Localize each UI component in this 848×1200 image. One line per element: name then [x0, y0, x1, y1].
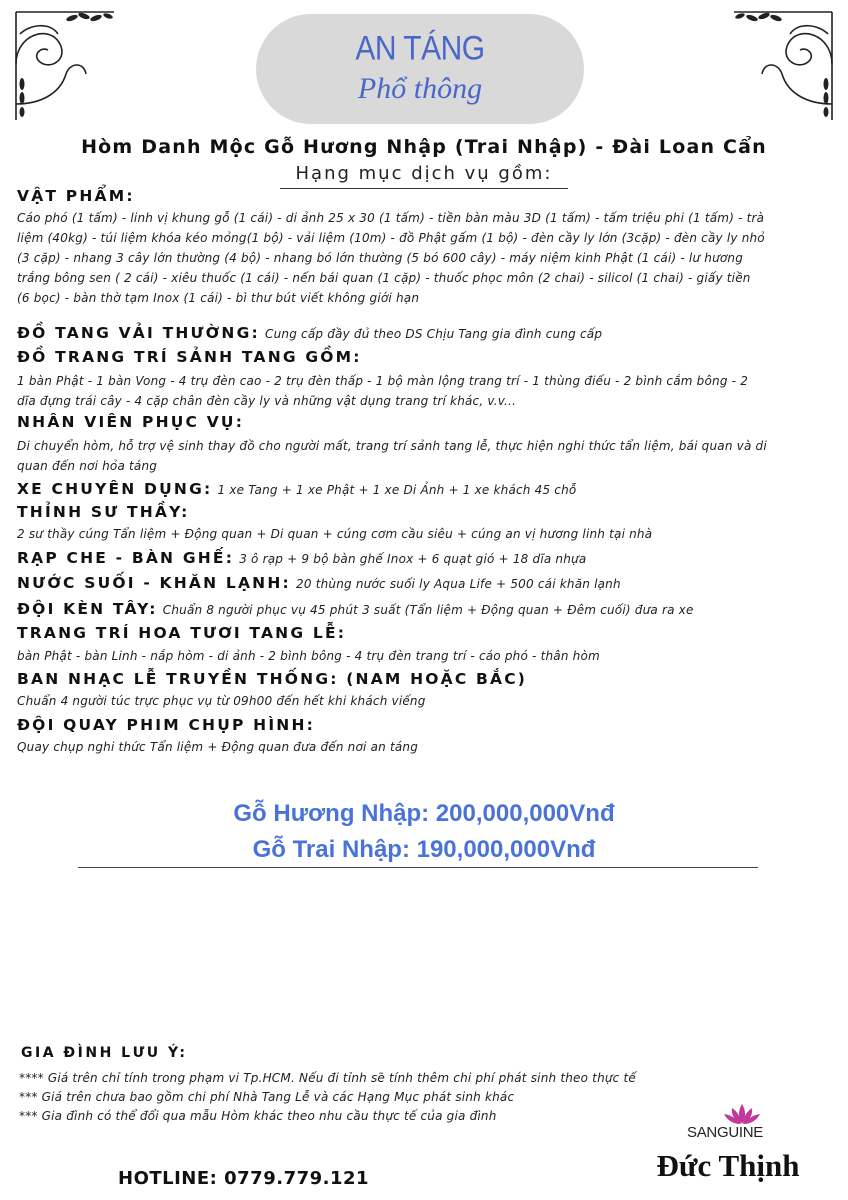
price-huong: Gỗ Hương Nhập: 200,000,000Vnđ — [233, 800, 615, 827]
page-title: AN TÁNG — [355, 29, 485, 68]
section-heading: XE CHUYÊN DỤNG: — [17, 480, 213, 498]
hotline: HOTLINE: 0779.779.121 — [118, 1168, 370, 1189]
text-line: (6 bọc) - bàn thờ tạm Inox (1 cái) - bì thư bút viết không giới hạn — [17, 291, 420, 305]
text-line: (3 cặp) - nhang 3 cây lớn thường (4 bộ) - nhang bó lớn thường (5 bó 600 cây) - máy niệm kinh Phật (1 cái) - lư hương — [17, 251, 744, 265]
brand-name: Đức Thịnh — [656, 1148, 800, 1183]
section-heading: ĐỒ TANG VẢI THƯỜNG: — [17, 324, 260, 342]
services-intro: Hạng mục dịch vụ gồm: — [295, 163, 553, 184]
section-heading: ĐỘI KÈN TÂY: — [17, 600, 158, 618]
page-subtitle: Phổ thông — [357, 72, 483, 105]
product-name: Hòm Danh Mộc Gỗ Hương Nhập (Trai Nhập) - Đài Loan Cẩn — [81, 136, 767, 158]
note-line: *** Gia đình có thể đổi qua mẫu Hòm khác theo nhu cầu thực tế của gia đình — [19, 1109, 497, 1123]
section-text: Chuẩn 8 người phục vụ 45 phút 3 suất (Tẩn liệm + Động quan + Đêm cuối) đưa ra xe — [162, 603, 694, 617]
brand-logo: SANGUINE — [687, 1124, 763, 1141]
section-text — [17, 371, 837, 411]
text-line: trắng bông sen ( 2 cái) - xiêu thuốc (1 cái) - nến bái quan (1 cặp) - thuốc phọc môn (2 chai) - silicol (1 chai) - giấy tiền — [17, 271, 751, 285]
section-text: 20 thùng nước suối ly Aqua Life + 500 cái khăn lạnh — [296, 577, 621, 591]
section-row — [17, 479, 576, 498]
intro-underline — [280, 188, 568, 189]
text-line: dĩa đựng trái cây - 4 cặp chân đèn cầy ly và những vật dụng trang trí khác, v.v... — [17, 394, 517, 408]
text-line: 1 bàn Phật - 1 bàn Vong - 4 trụ đèn cao - 2 trụ đèn thấp - 1 bộ màn lộng trang trí - 1 thùng điếu - 2 bình cắm bông - 2 — [17, 374, 749, 388]
section-heading: TRANG TRÍ HOA TƯƠI TANG LỄ: — [17, 624, 347, 642]
text-line: liệm (40kg) - túi liệm khóa kéo mỏng(1 bộ) - vải liệm (10m) - đồ Phật gấm (1 bộ) - đèn cầy ly lớn (3cặp) - đèn cầy ly nhỏ — [17, 231, 765, 245]
section-text: Chuẩn 4 người túc trực phục vụ từ 09h00 đến hết khi khách viếng — [17, 694, 426, 708]
section-heading: RẠP CHE - BÀN GHẾ: — [17, 549, 235, 567]
section-heading: ĐỒ TRANG TRÍ SẢNH TANG GỒM: — [17, 348, 362, 366]
notes-heading: GIA ĐÌNH LƯU Ý: — [21, 1045, 188, 1061]
section-row — [17, 573, 621, 592]
section-text: 3 ô rạp + 9 bộ bàn ghế Inox + 6 quạt gió + 18 dĩa nhựa — [239, 552, 587, 566]
section-row — [17, 599, 694, 618]
text-line: Di chuyển hòm, hỗ trợ vệ sinh thay đồ cho người mất, trang trí sảnh tang lễ, thực hiện nghi thức tẩn liệm, bái quan và di — [17, 439, 767, 453]
section-row — [17, 548, 586, 567]
note-line: **** Giá trên chỉ tính trong phạm vi Tp.HCM. Nếu đi tỉnh sẽ tính thêm chi phí phát sinh theo thực tế — [19, 1071, 636, 1085]
section-heading: VẬT PHẨM: — [17, 187, 135, 205]
section-text: 2 sư thầy cúng Tẩn liệm + Động quan + Di quan + cúng cơm cầu siêu + cúng an vị hương linh tại nhà — [17, 527, 653, 541]
section-text: bàn Phật - bàn Linh - nắp hòm - di ảnh - 2 bình bông - 4 trụ đèn trang trí - cáo phó - thân hòm — [17, 649, 600, 663]
section-text: Quay chụp nghi thức Tẩn liệm + Động quan đưa đến nơi an táng — [17, 740, 419, 754]
section-heading: ĐỘI QUAY PHIM CHỤP HÌNH: — [17, 716, 316, 734]
section-heading: THỈNH SƯ THẦY: — [17, 503, 190, 521]
ornament-corner-icon — [728, 4, 838, 124]
lotus-logo-icon — [722, 1102, 762, 1126]
section-heading: NHÂN VIÊN PHỤC VỤ: — [17, 413, 245, 431]
section-text: Cung cấp đầy đủ theo DS Chịu Tang gia đình cung cấp — [265, 327, 603, 341]
section-heading: BAN NHẠC LỄ TRUYỀN THỐNG: (NAM HOẶC BẮC) — [17, 670, 528, 688]
section-heading: NƯỚC SUỐI - KHĂN LẠNH: — [17, 574, 291, 592]
price-divider — [78, 867, 758, 868]
section-text — [17, 436, 837, 476]
section-row — [17, 323, 602, 342]
price-trai: Gỗ Trai Nhập: 190,000,000Vnđ — [252, 836, 596, 863]
ornament-corner-icon — [10, 4, 120, 124]
note-line: *** Giá trên chưa bao gồm chi phí Nhà Tang Lễ và các Hạng Mục phát sinh khác — [19, 1090, 515, 1104]
text-line: quan đến nơi hỏa táng — [17, 459, 158, 473]
section-text: 1 xe Tang + 1 xe Phật + 1 xe Di Ảnh + 1 xe khách 45 chỗ — [217, 483, 577, 497]
section-text — [17, 208, 837, 308]
text-line: Cáo phó (1 tấm) - linh vị khung gỗ (1 cái) - di ảnh 25 x 30 (1 tấm) - tiền bàn màu 3D (1 tấm) - tấm triệu phi (1 tấm) - trà — [17, 211, 765, 225]
